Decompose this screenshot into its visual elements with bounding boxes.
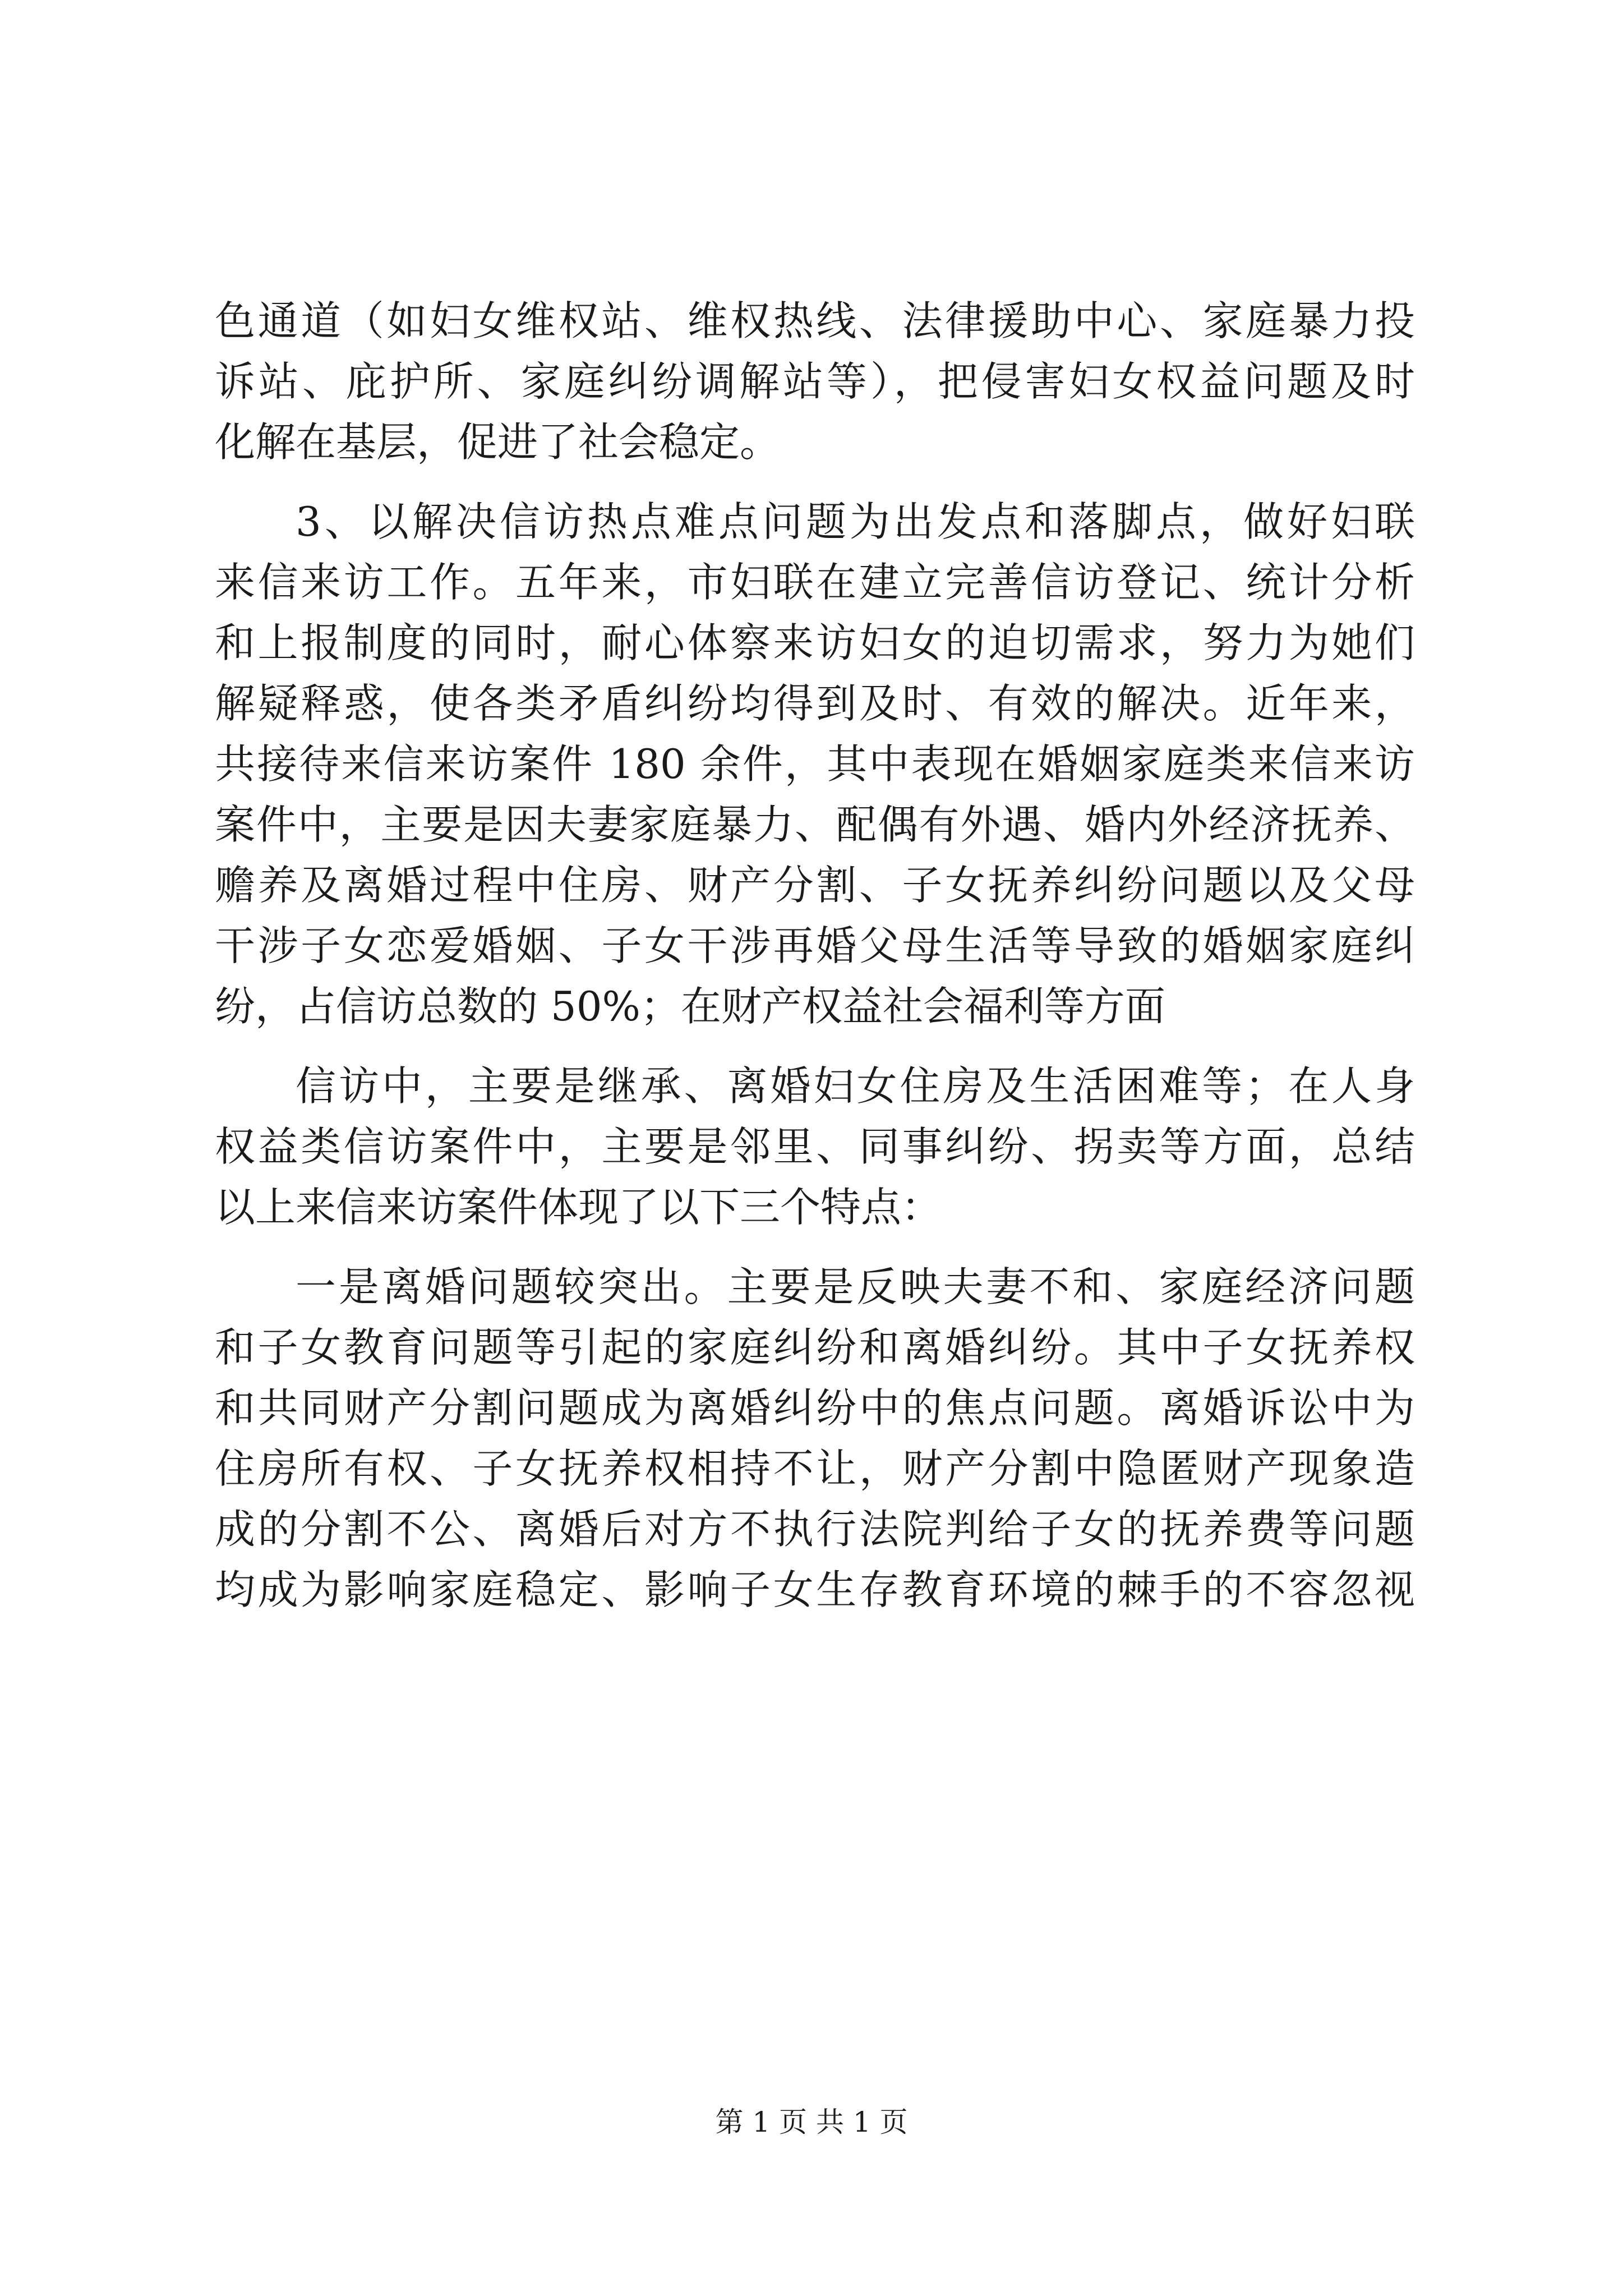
document-body <box>215 291 1415 1620</box>
paragraph-1-line-1: 色通道（如妇女维权站、维权热线、法律援助中心、家庭暴力投 <box>215 297 1415 344</box>
paragraph-2-line-9: 纷，占信访总数的 50%；在财产权益社会福利等方面 <box>215 983 1165 1030</box>
paragraph-3-line-1: 信访中，主要是继承、离婚妇女住房及生活困难等；在人身 <box>296 1062 1415 1110</box>
paragraph-2-line-3: 和上报制度的同时，耐心体察来访妇女的迫切需求，努力为她们 <box>215 619 1415 666</box>
paragraph-4-line-1: 一是离婚问题较突出。主要是反映夫妻不和、家庭经济问题 <box>296 1263 1415 1310</box>
paragraph-2-line-5: 共接待来信来访案件 180 余件，其中表现在婚姻家庭类来信来访 <box>215 740 1415 788</box>
paragraph-2-line-8: 干涉子女恋爱婚姻、子女干涉再婚父母生活等导致的婚姻家庭纠 <box>215 922 1415 969</box>
paragraph-2-line-4: 解疑释惑，使各类矛盾纠纷均得到及时、有效的解决。近年来， <box>215 680 1415 727</box>
page-number-footer: 第 1 页 共 1 页 <box>715 2106 908 2138</box>
paragraph-3-line-3: 以上来信来访案件体现了以下三个特点： <box>215 1184 942 1231</box>
paragraph-4-line-6: 均成为影响家庭稳定、影响子女生存教育环境的棘手的不容忽视 <box>215 1566 1415 1613</box>
paragraph-3-line-2: 权益类信访案件中，主要是邻里、同事纠纷、拐卖等方面，总结 <box>215 1123 1415 1170</box>
paragraph-1-line-3: 化解在基层，促进了社会稳定。 <box>215 418 781 466</box>
paragraph-2-line-1: 3、以解决信访热点难点问题为出发点和落脚点，做好妇联 <box>296 498 1415 545</box>
paragraph-2-line-6: 案件中，主要是因夫妻家庭暴力、配偶有外遇、婚内外经济抚养、 <box>215 801 1415 848</box>
paragraph-2-line-7: 赡养及离婚过程中住房、财产分割、子女抚养纠纷问题以及父母 <box>215 862 1415 909</box>
paragraph-4-line-4: 住房所有权、子女抚养权相持不让，财产分割中隐匿财产现象造 <box>215 1445 1415 1492</box>
paragraph-4-line-3: 和共同财产分割问题成为离婚纠纷中的焦点问题。离婚诉讼中为 <box>215 1384 1415 1432</box>
paragraph-1-line-2: 诉站、庇护所、家庭纠纷调解站等），把侵害妇女权益问题及时 <box>215 358 1415 405</box>
paragraph-2-line-2: 来信来访工作。五年来，市妇联在建立完善信访登记、统计分析 <box>215 559 1415 606</box>
paragraph-4-line-5: 成的分割不公、离婚后对方不执行法院判给子女的抚养费等问题 <box>215 1506 1415 1553</box>
paragraph-4-line-2: 和子女教育问题等引起的家庭纠纷和离婚纠纷。其中子女抚养权 <box>215 1324 1415 1371</box>
